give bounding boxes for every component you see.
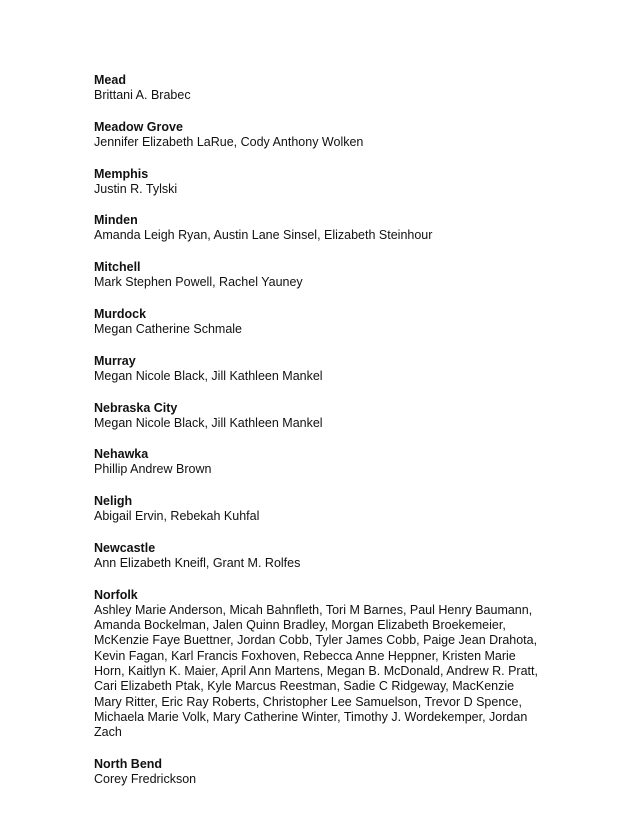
town-name: Neligh xyxy=(94,494,133,509)
document-page xyxy=(94,72,554,803)
town-name: Meadow Grove xyxy=(94,119,183,134)
town-entry-minden xyxy=(94,212,554,243)
town-entry-norfolk xyxy=(94,587,554,741)
town-name: North Bend xyxy=(94,756,163,771)
town-entry-nehawka xyxy=(94,446,554,477)
town-entry-murdock xyxy=(94,306,554,337)
student-names: Corey Fredrickson xyxy=(94,771,197,786)
town-name: Memphis xyxy=(94,166,149,181)
town-name: Murdock xyxy=(94,306,147,321)
student-names: Megan Catherine Schmale xyxy=(94,321,242,336)
town-name: Mitchell xyxy=(94,260,141,275)
student-names: Amanda Leigh Ryan, Austin Lane Sinsel, Elizabeth Steinhour xyxy=(94,228,433,243)
student-names: Brittani A. Brabec xyxy=(94,88,191,102)
student-names: Megan Nicole Black, Jill Kathleen Mankel xyxy=(94,368,323,383)
town-name: Minden xyxy=(94,213,138,228)
town-name: Nebraska City xyxy=(94,400,178,415)
student-names: Phillip Andrew Brown xyxy=(94,462,212,477)
town-name: Mead xyxy=(94,73,126,87)
student-names: Jennifer Elizabeth LaRue, Cody Anthony Wolken xyxy=(94,134,364,149)
student-names: Megan Nicole Black, Jill Kathleen Mankel xyxy=(94,415,323,430)
town-entry-mead xyxy=(94,72,554,103)
town-entry-memphis xyxy=(94,166,554,197)
student-names: Justin R. Tylski xyxy=(94,181,178,196)
town-name: Nehawka xyxy=(94,447,149,462)
town-entry-neligh xyxy=(94,493,554,524)
student-names: Ann Elizabeth Kneifl, Grant M. Rolfes xyxy=(94,555,301,570)
town-name: Norfolk xyxy=(94,587,138,602)
town-entry-newcastle xyxy=(94,540,554,571)
town-entry-north-bend xyxy=(94,756,554,787)
student-names: Mark Stephen Powell, Rachel Yauney xyxy=(94,275,303,290)
student-names: Ashley Marie Anderson, Micah Bahnfleth, Tori M Barnes, Paul Henry Baumann, Amanda Bockelman, Jalen Quinn Bradley, Morgan Elizabeth Broekemeier, McKenzie Faye Buettner, Jordan Cobb, Tyler James Cobb, Paige Jean Drahota, Kevin Fagan, Karl Francis Foxhoven, Rebecca Anne Heppner, Kristen Marie Horn, Kaitlyn K. Maier, April Ann Martens, Megan B. McDonald, Andrew R. Pratt, Cari Elizabeth Ptak, Kyle Marcus Reestman, Sadie C Ridgeway, MacKenzie Mary Ritter, Eric Ray Roberts, Christopher Lee Samuelson, Trevor D Spence, Michaela Marie Volk, Mary Catherine Winter, Timothy J. Wordekemper, Jordan Zach xyxy=(94,602,538,740)
town-name: Newcastle xyxy=(94,540,156,555)
town-entry-murray xyxy=(94,353,554,384)
town-entry-meadow-grove xyxy=(94,119,554,150)
town-entry-nebraska-city xyxy=(94,400,554,431)
town-entry-mitchell xyxy=(94,259,554,290)
student-names: Abigail Ervin, Rebekah Kuhfal xyxy=(94,509,260,524)
town-name: Murray xyxy=(94,353,136,368)
